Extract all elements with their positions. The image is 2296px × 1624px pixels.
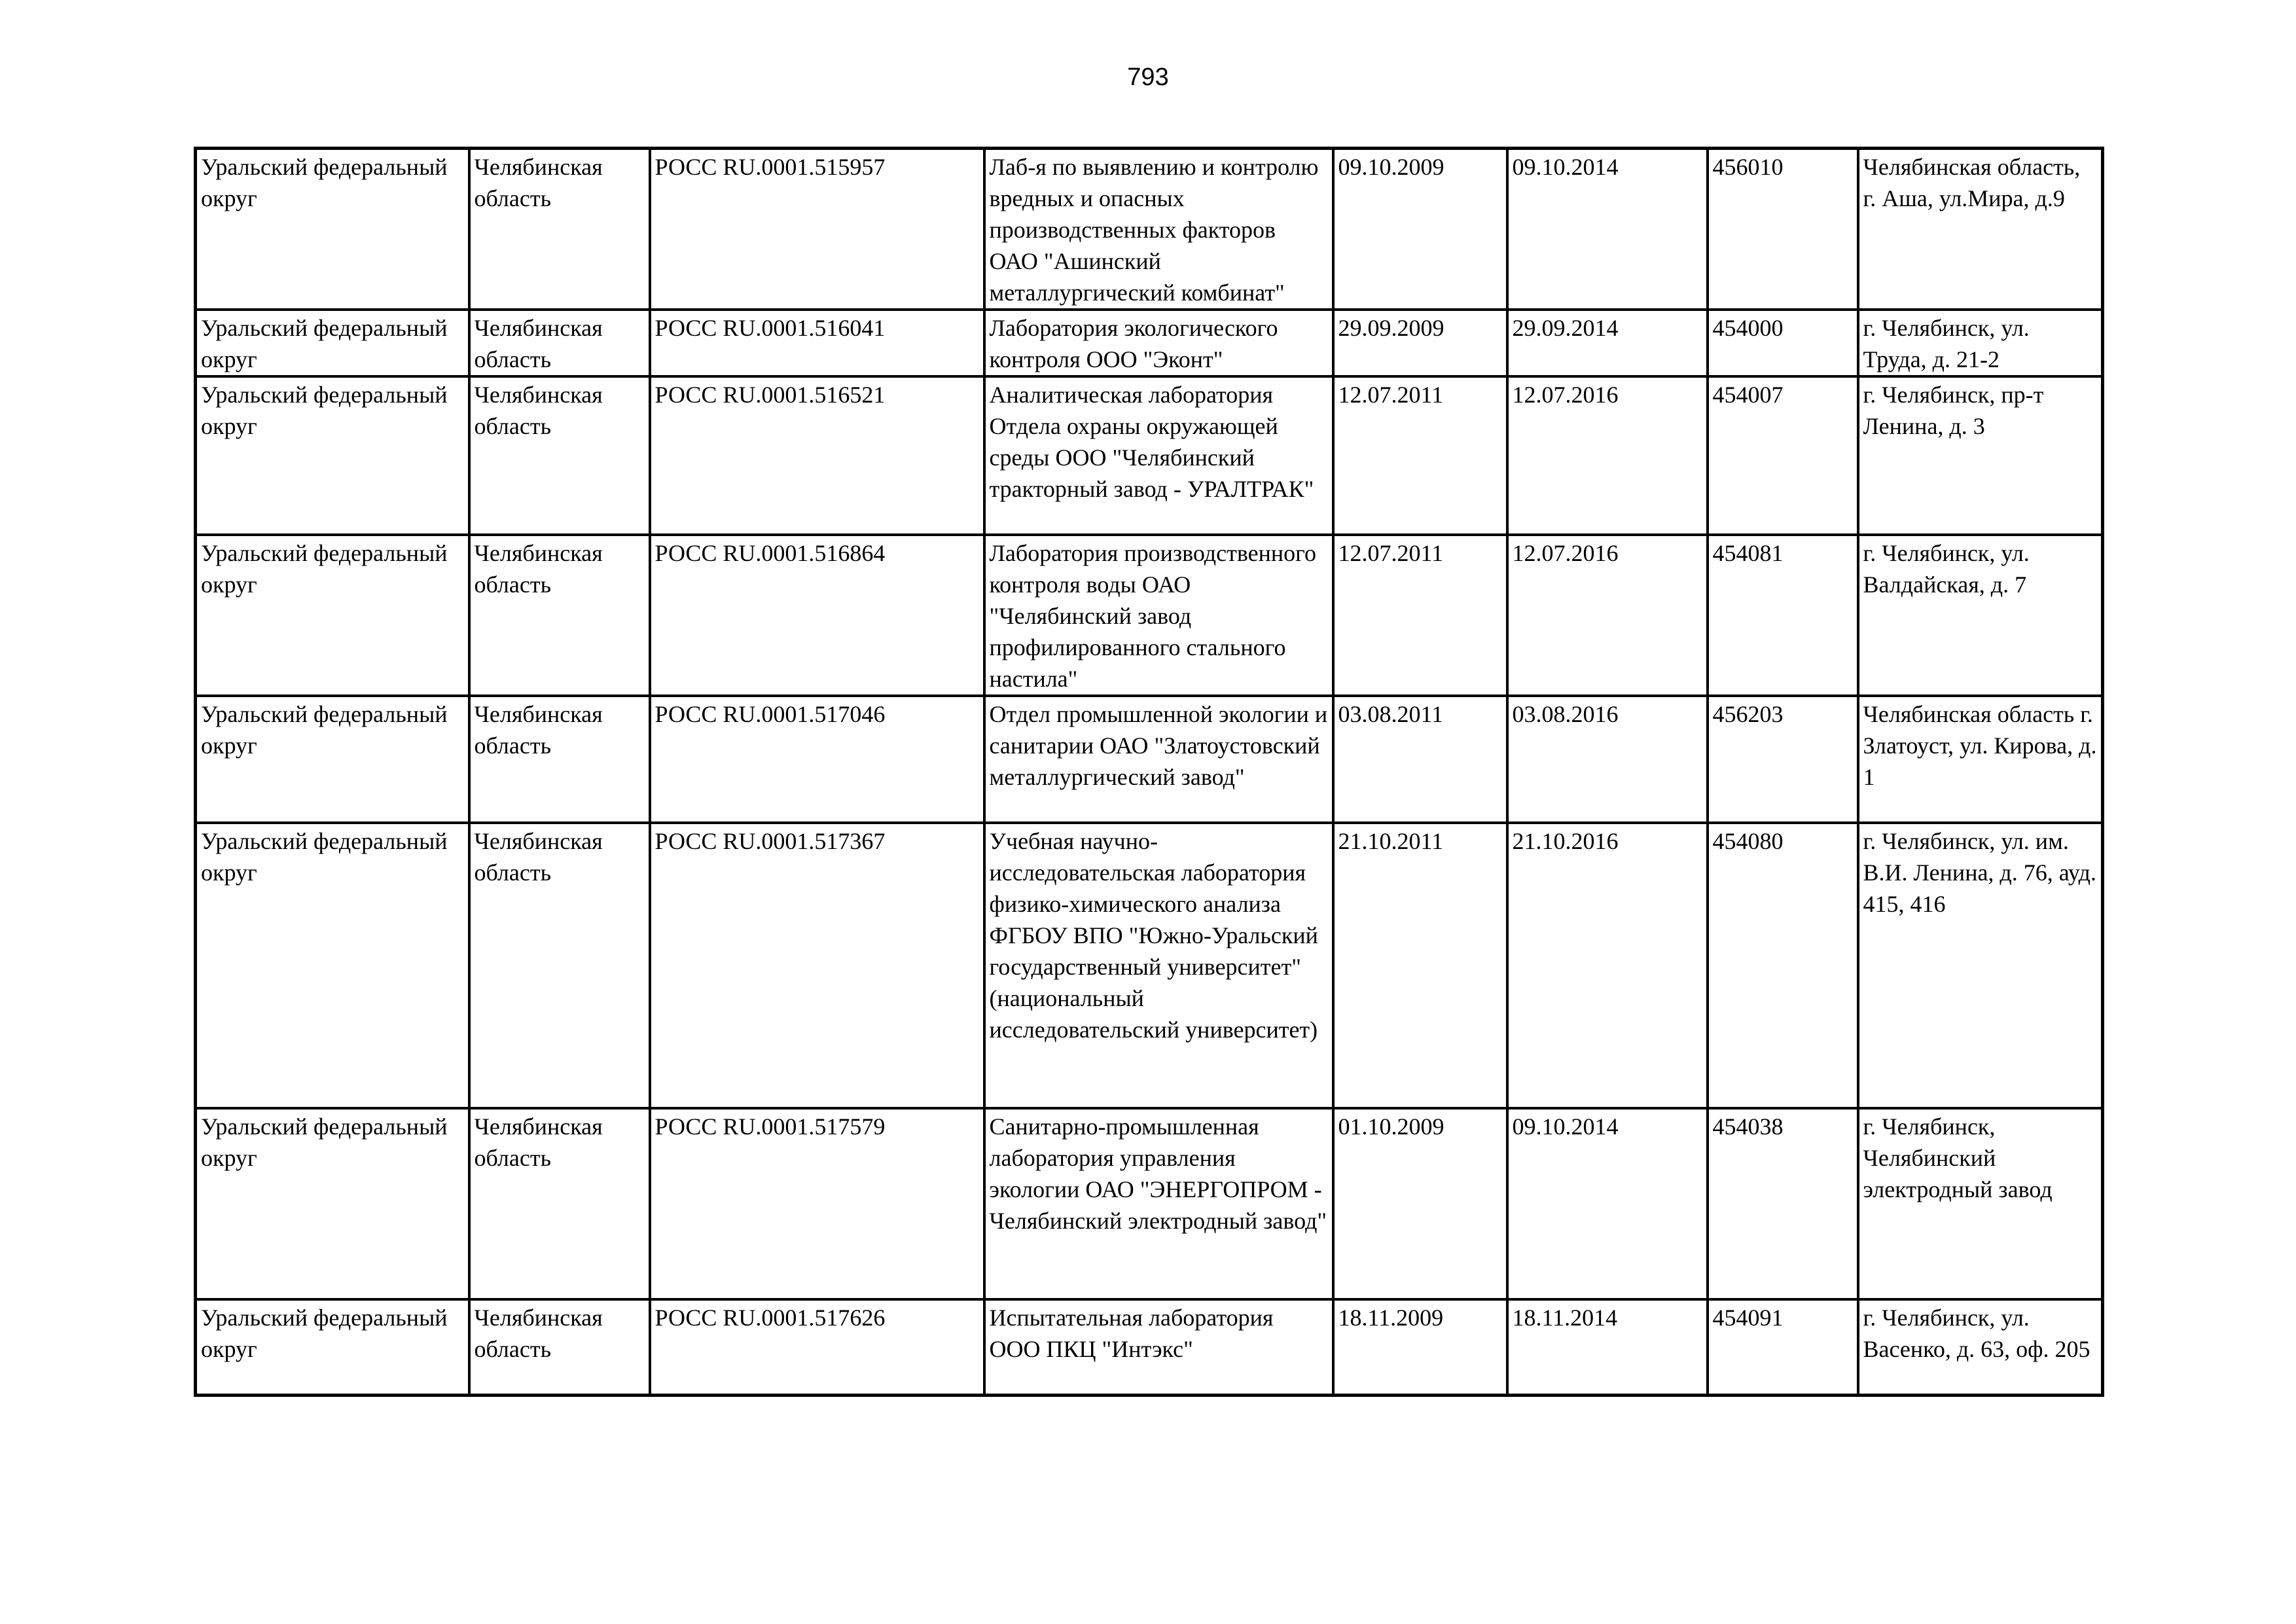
laboratory-name-cell: Лаб-я по выявлению и контролю вредных и опасных производственных факторов ОАО "Ашинский металлургический комбинат"	[984, 149, 1333, 310]
issue-date-cell: 01.10.2009	[1333, 1108, 1507, 1299]
postcode-cell: 454000	[1708, 310, 1858, 376]
federal-district-cell: Уральский федеральный округ	[196, 310, 469, 376]
region-cell: Челябинская область	[469, 823, 650, 1108]
region-cell: Челябинская область	[469, 535, 650, 696]
table-row	[196, 535, 2103, 696]
region-cell: Челябинская область	[469, 149, 650, 310]
validity-date-cell: 29.09.2014	[1507, 310, 1708, 376]
postcode-cell: 456203	[1708, 696, 1858, 823]
table-row	[196, 823, 2103, 1108]
page-number: 793	[1127, 63, 1169, 91]
postcode-cell: 454080	[1708, 823, 1858, 1108]
federal-district-cell: Уральский федеральный округ	[196, 823, 469, 1108]
federal-district-cell: Уральский федеральный округ	[196, 696, 469, 823]
laboratory-name-cell: Лаборатория экологического контроля ООО "Эконт"	[984, 310, 1333, 376]
validity-date-cell: 21.10.2016	[1507, 823, 1708, 1108]
address-cell: г. Челябинск, ул. Валдайская, д. 7	[1858, 535, 2103, 696]
address-cell: г. Челябинск, пр-т Ленина, д. 3	[1858, 376, 2103, 535]
laboratory-name-cell: Санитарно-промышленная лаборатория управления экологии ОАО "ЭНЕРГОПРОМ - Челябинский электродный завод"	[984, 1108, 1333, 1299]
accreditation-number-cell: РОСС RU.0001.517367	[650, 823, 984, 1108]
validity-date-cell: 12.07.2016	[1507, 376, 1708, 535]
issue-date-cell: 03.08.2011	[1333, 696, 1507, 823]
table-row	[196, 310, 2103, 376]
address-cell: г. Челябинск, ул. Труда, д. 21-2	[1858, 310, 2103, 376]
issue-date-cell: 29.09.2009	[1333, 310, 1507, 376]
accreditation-number-cell: РОСС RU.0001.516521	[650, 376, 984, 535]
accreditation-number-cell: РОСС RU.0001.516864	[650, 535, 984, 696]
laboratory-name-cell: Лаборатория производственного контроля воды ОАО "Челябинский завод профилированного стального настила"	[984, 535, 1333, 696]
federal-district-cell: Уральский федеральный округ	[196, 535, 469, 696]
accreditation-number-cell: РОСС RU.0001.516041	[650, 310, 984, 376]
address-cell: г. Челябинск, ул. им. В.И. Ленина, д. 76, ауд. 415, 416	[1858, 823, 2103, 1108]
table-row	[196, 1299, 2103, 1395]
region-cell: Челябинская область	[469, 310, 650, 376]
postcode-cell: 454091	[1708, 1299, 1858, 1395]
accreditation-number-cell: РОСС RU.0001.515957	[650, 149, 984, 310]
laboratory-name-cell: Испытательная лаборатория ООО ПКЦ "Интэкс"	[984, 1299, 1333, 1395]
laboratory-name-cell: Аналитическая лаборатория Отдела охраны окружающей среды ООО "Челябинский тракторный завод - УРАЛТРАК"	[984, 376, 1333, 535]
issue-date-cell: 12.07.2011	[1333, 376, 1507, 535]
issue-date-cell: 12.07.2011	[1333, 535, 1507, 696]
accreditation-number-cell: РОСС RU.0001.517626	[650, 1299, 984, 1395]
postcode-cell: 454007	[1708, 376, 1858, 535]
table-row	[196, 376, 2103, 535]
accreditation-number-cell: РОСС RU.0001.517046	[650, 696, 984, 823]
laboratory-registry-table	[194, 147, 2104, 1397]
address-cell: Челябинская область, г. Аша, ул.Мира, д.9	[1858, 149, 2103, 310]
validity-date-cell: 09.10.2014	[1507, 149, 1708, 310]
region-cell: Челябинская область	[469, 1299, 650, 1395]
postcode-cell: 456010	[1708, 149, 1858, 310]
federal-district-cell: Уральский федеральный округ	[196, 149, 469, 310]
address-cell: Челябинская область г. Златоуст, ул. Кирова, д. 1	[1858, 696, 2103, 823]
region-cell: Челябинская область	[469, 1108, 650, 1299]
table-row	[196, 696, 2103, 823]
federal-district-cell: Уральский федеральный округ	[196, 376, 469, 535]
accreditation-number-cell: РОСС RU.0001.517579	[650, 1108, 984, 1299]
validity-date-cell: 12.07.2016	[1507, 535, 1708, 696]
issue-date-cell: 09.10.2009	[1333, 149, 1507, 310]
address-cell: г. Челябинск, Челябинский электродный завод	[1858, 1108, 2103, 1299]
issue-date-cell: 18.11.2009	[1333, 1299, 1507, 1395]
validity-date-cell: 09.10.2014	[1507, 1108, 1708, 1299]
region-cell: Челябинская область	[469, 696, 650, 823]
federal-district-cell: Уральский федеральный округ	[196, 1108, 469, 1299]
table-row	[196, 149, 2103, 310]
postcode-cell: 454081	[1708, 535, 1858, 696]
laboratory-name-cell: Учебная научно-исследовательская лаборатория физико-химического анализа ФГБОУ ВПО "Южно-Уральский государственный университет" (национальный исследовательский университет)	[984, 823, 1333, 1108]
address-cell: г. Челябинск, ул. Васенко, д. 63, оф. 205	[1858, 1299, 2103, 1395]
region-cell: Челябинская область	[469, 376, 650, 535]
federal-district-cell: Уральский федеральный округ	[196, 1299, 469, 1395]
table-row	[196, 1108, 2103, 1299]
postcode-cell: 454038	[1708, 1108, 1858, 1299]
validity-date-cell: 18.11.2014	[1507, 1299, 1708, 1395]
laboratory-name-cell: Отдел промышленной экологии и санитарии ОАО "Златоустовский металлургический завод"	[984, 696, 1333, 823]
issue-date-cell: 21.10.2011	[1333, 823, 1507, 1108]
validity-date-cell: 03.08.2016	[1507, 696, 1708, 823]
